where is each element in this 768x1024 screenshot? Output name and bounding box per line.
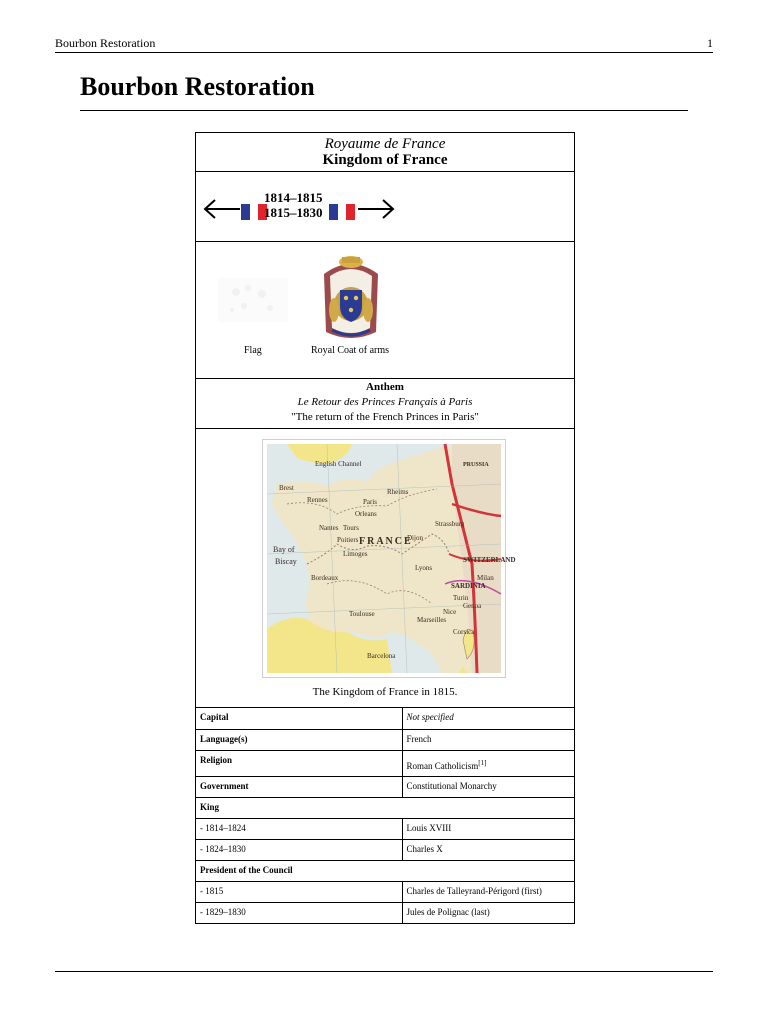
religion-reference-link[interactable]: [1] bbox=[478, 758, 487, 767]
languages-value: French bbox=[402, 729, 574, 750]
king-2-name: Charles X bbox=[402, 839, 574, 860]
map-label-reims: Rheims bbox=[387, 488, 409, 496]
president-1-years: - 1815 bbox=[196, 881, 402, 902]
map-label-genoa: Genoa bbox=[463, 602, 482, 610]
symbols-row bbox=[196, 242, 574, 379]
page-number: 1 bbox=[707, 36, 713, 50]
religion-cell bbox=[402, 750, 574, 776]
map-label-orleans: Orleans bbox=[355, 510, 377, 518]
running-header bbox=[55, 36, 713, 53]
anthem-section bbox=[196, 379, 574, 429]
president-heading: President of the Council bbox=[196, 860, 574, 881]
map-label-bay-of-biscay-1: Bay of bbox=[273, 545, 295, 554]
president-2-years: - 1829–1830 bbox=[196, 902, 402, 923]
king-2-years: - 1824–1830 bbox=[196, 839, 402, 860]
successor-flag-icon[interactable] bbox=[329, 204, 355, 220]
succession-years-2: 1815–1830 bbox=[264, 205, 323, 220]
religion-value: Roman Catholicism bbox=[406, 760, 479, 771]
facts-row-king-1 bbox=[196, 818, 574, 839]
map-label-paris: Paris bbox=[363, 498, 377, 506]
title-divider bbox=[80, 110, 688, 111]
king-1-name: Louis XVIII bbox=[402, 818, 574, 839]
page-title: Bourbon Restoration bbox=[80, 72, 315, 101]
map-label-france: FRANCE bbox=[359, 536, 413, 547]
religion-key: Religion bbox=[196, 750, 402, 776]
map-label-bay-of-biscay-2: Biscay bbox=[275, 557, 297, 566]
flag-label: Flag bbox=[244, 345, 262, 356]
coat-of-arms-icon[interactable] bbox=[316, 254, 386, 344]
facts-row-president-heading bbox=[196, 860, 574, 881]
map-label-switzerland: SWITZERLAND bbox=[463, 556, 516, 564]
infobox-header bbox=[196, 133, 574, 172]
map-label-rennes: Rennes bbox=[307, 496, 328, 504]
france-1815-map[interactable] bbox=[267, 444, 516, 673]
map-label-bordeaux: Bordeaux bbox=[311, 574, 339, 582]
map-label-english-channel: English Channel bbox=[315, 460, 362, 468]
facts-row-president-1 bbox=[196, 881, 574, 902]
facts-row-capital bbox=[196, 708, 574, 729]
capital-value: Not specified bbox=[406, 712, 454, 722]
running-header-title: Bourbon Restoration bbox=[55, 36, 156, 50]
facts-row-religion bbox=[196, 750, 574, 776]
map-label-lyons: Lyons bbox=[415, 564, 433, 572]
map-label-brest: Brest bbox=[279, 484, 294, 492]
facts-row-government bbox=[196, 776, 574, 797]
english-name: Kingdom of France bbox=[322, 152, 448, 168]
facts-row-president-2 bbox=[196, 902, 574, 923]
facts-row-king-heading bbox=[196, 797, 574, 818]
map-frame bbox=[262, 439, 516, 678]
map-label-milan: Milan bbox=[477, 574, 494, 582]
coat-of-arms-label: Royal Coat of arms bbox=[311, 345, 390, 356]
map-label-toulouse: Toulouse bbox=[349, 610, 375, 618]
succession-row bbox=[196, 172, 574, 242]
president-1-name: Charles de Talleyrand-Périgord (first) bbox=[402, 881, 574, 902]
facts-row-languages bbox=[196, 729, 574, 750]
king-1-years: - 1814–1824 bbox=[196, 818, 402, 839]
map-label-nice: Nice bbox=[443, 608, 457, 616]
map-label-barcelona: Barcelona bbox=[367, 652, 396, 660]
facts-row-king-2 bbox=[196, 839, 574, 860]
right-arrow-icon[interactable] bbox=[356, 194, 396, 224]
capital-key: Capital bbox=[196, 708, 402, 729]
white-flag-icon[interactable] bbox=[218, 278, 288, 322]
map-label-dijon: Dijon bbox=[407, 534, 423, 542]
map-label-marseilles: Marseilles bbox=[417, 616, 447, 624]
languages-key: Language(s) bbox=[196, 729, 402, 750]
president-2-name: Jules de Polignac (last) bbox=[402, 902, 574, 923]
map-caption: The Kingdom of France in 1815. bbox=[312, 686, 458, 698]
map-label-sardinia: SARDINIA bbox=[451, 582, 486, 590]
government-key: Government bbox=[196, 776, 402, 797]
map-label-tours: Tours bbox=[343, 524, 359, 532]
map-section bbox=[196, 429, 574, 708]
map-label-nantes: Nantes bbox=[319, 524, 339, 532]
map-label-turin: Turin bbox=[453, 594, 469, 602]
anthem-translation: "The return of the French Princes in Paris" bbox=[291, 411, 479, 423]
infobox bbox=[195, 132, 575, 924]
map-label-prussia: PRUSSIA bbox=[463, 462, 489, 468]
map-label-limoges: Limoges bbox=[343, 550, 368, 558]
map-label-strassburg: Strassburg bbox=[435, 520, 465, 528]
anthem-heading: Anthem bbox=[366, 381, 404, 393]
government-value: Constitutional Monarchy bbox=[402, 776, 574, 797]
facts-section bbox=[196, 708, 574, 923]
left-arrow-icon[interactable] bbox=[202, 194, 242, 224]
facts-table bbox=[196, 708, 574, 923]
king-heading: King bbox=[196, 797, 574, 818]
map-label-corsica: Corsica bbox=[453, 628, 475, 636]
map-label-poitiers: Poitiers bbox=[337, 536, 359, 544]
native-name: Royaume de France bbox=[324, 136, 446, 152]
footer-divider bbox=[55, 971, 713, 972]
anthem-original: Le Retour des Princes Français à Paris bbox=[297, 396, 473, 408]
succession-years-1: 1814–1815 bbox=[264, 190, 323, 205]
